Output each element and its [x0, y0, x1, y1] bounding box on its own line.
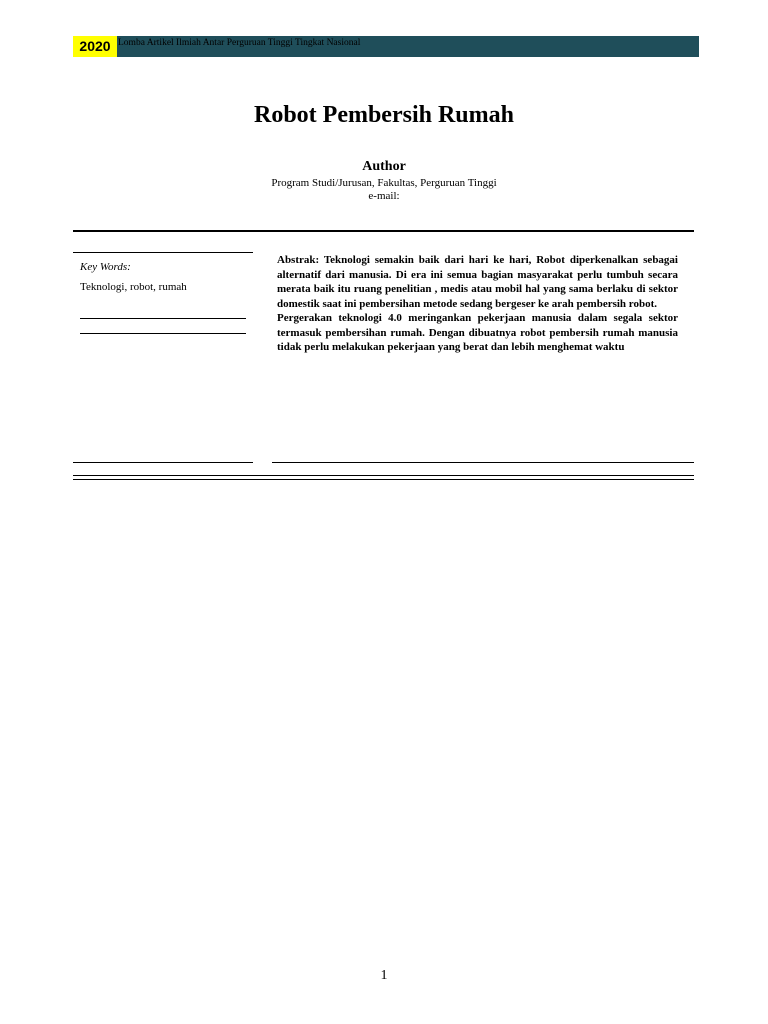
abstract-paragraph-2: Pergerakan teknologi 4.0 meringankan pekerjaan manusia dalam segala sektor termasuk pembersihan rumah. Dengan dibuatnya robot pembersih rumah manusia tidak perlu melakukan pekerjaan yang berat dan lebih menghemat waktu — [277, 312, 678, 353]
keywords-label: Key Words: — [80, 261, 131, 273]
year-badge: 2020 — [73, 36, 117, 57]
abstract-paragraph-1: Abstrak: Teknologi semakin baik dari hari ke hari, Robot diperkenalkan sebagai alternatif dari manusia. Di era ini semua bagian masyarakat perlu tumbuh secara merata baik itu ruang penelitian , medis atau mobil hal yang sama berlaku di sektor domestik saat ini pembersihan metode sedang bergeser ke arah pembersih robot. — [277, 254, 678, 310]
keywords-top-rule — [73, 252, 253, 253]
keywords-bottom-rule — [73, 462, 253, 463]
competition-name: Lomba Artikel Ilmiah Antar Perguruan Tinggi Tingkat Nasional — [118, 38, 361, 48]
author-affiliation: Program Studi/Jurusan, Fakultas, Perguruan Tinggi — [271, 177, 497, 189]
abstract — [277, 253, 678, 355]
page-number: 1 — [380, 968, 388, 983]
keywords-rule-1 — [80, 318, 246, 319]
abstract-bottom-rule — [272, 462, 694, 463]
author-name: Author — [362, 159, 406, 174]
keywords-rule-2 — [80, 333, 246, 334]
author-email: e-mail: — [368, 190, 400, 202]
end-double-rule-2 — [73, 479, 694, 480]
end-double-rule-1 — [73, 475, 694, 476]
keywords-list: Teknologi, robot, rumah — [80, 281, 187, 293]
article-title: Robot Pembersih Rumah — [253, 102, 514, 128]
section-divider-top — [73, 230, 694, 232]
